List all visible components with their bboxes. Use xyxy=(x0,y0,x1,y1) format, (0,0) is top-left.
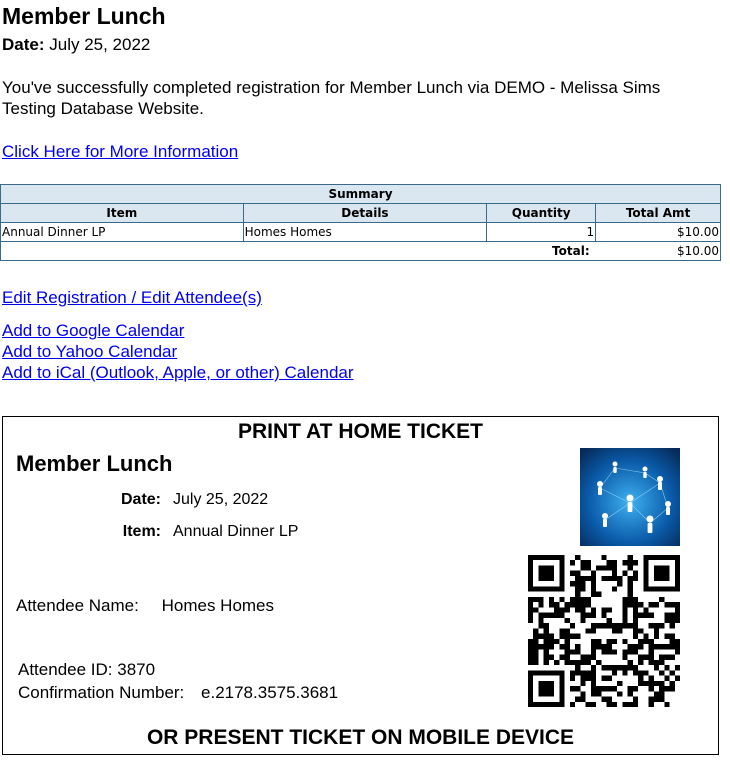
table-row xyxy=(1,223,721,242)
total-value: $10.00 xyxy=(596,242,721,261)
page-title: Member Lunch xyxy=(2,3,166,29)
row-quantity: 1 xyxy=(487,223,596,242)
google-calendar-link[interactable]: Add to Google Calendar xyxy=(2,321,185,340)
attendee-id-value: 3870 xyxy=(117,660,156,679)
row-total: $10.00 xyxy=(596,223,721,242)
col-header-details: Details xyxy=(243,204,487,223)
attendee-id xyxy=(18,660,155,680)
attendee-id-label: Attendee ID: xyxy=(18,660,113,679)
attendee-name-value: Homes Homes xyxy=(161,596,275,615)
ticket-footer: OR PRESENT TICKET ON MOBILE DEVICE xyxy=(146,726,575,749)
yahoo-calendar-link[interactable]: Add to Yahoo Calendar xyxy=(2,342,178,361)
ticket-date-value: July 25, 2022 xyxy=(173,491,269,508)
confirmation-value: e.2178.3575.3681 xyxy=(201,683,339,702)
edit-registration-link[interactable]: Edit Registration / Edit Attendee(s) xyxy=(2,288,262,307)
confirmation-number xyxy=(18,683,338,703)
qr-code-icon xyxy=(528,555,680,707)
ical-calendar-link[interactable]: Add to iCal (Outlook, Apple, or other) Calendar xyxy=(2,363,354,382)
more-info-link[interactable]: Click Here for More Information xyxy=(2,142,239,161)
col-header-item: Item xyxy=(1,204,244,223)
date-label: Date: xyxy=(2,35,45,54)
ticket-date-label: Date: xyxy=(120,491,161,508)
summary-table xyxy=(0,184,721,261)
summary-header-row xyxy=(1,204,721,223)
col-header-quantity: Quantity xyxy=(487,204,596,223)
confirmation-label: Confirmation Number: xyxy=(18,683,185,702)
print-ticket xyxy=(2,416,719,755)
row-item: Annual Dinner LP xyxy=(1,223,244,242)
col-header-total: Total Amt xyxy=(596,204,721,223)
date-value: July 25, 2022 xyxy=(49,35,151,54)
row-details: Homes Homes xyxy=(243,223,487,242)
attendee-name xyxy=(16,596,274,616)
ticket-item-label: Item: xyxy=(122,523,161,540)
ticket-item-value: Annual Dinner LP xyxy=(173,523,299,540)
network-people-image xyxy=(580,448,680,546)
total-row xyxy=(1,242,721,261)
ticket-event-title: Member Lunch xyxy=(16,451,173,476)
summary-caption: Summary xyxy=(1,185,721,204)
event-date xyxy=(2,35,150,55)
ticket-heading: PRINT AT HOME TICKET xyxy=(238,420,483,443)
confirmation-message: You've successfully completed registration for Member Lunch via DEMO - Melissa Sims Testing Database Website. xyxy=(2,78,661,118)
attendee-name-label: Attendee Name: xyxy=(16,596,139,615)
total-label: Total: xyxy=(487,242,596,261)
